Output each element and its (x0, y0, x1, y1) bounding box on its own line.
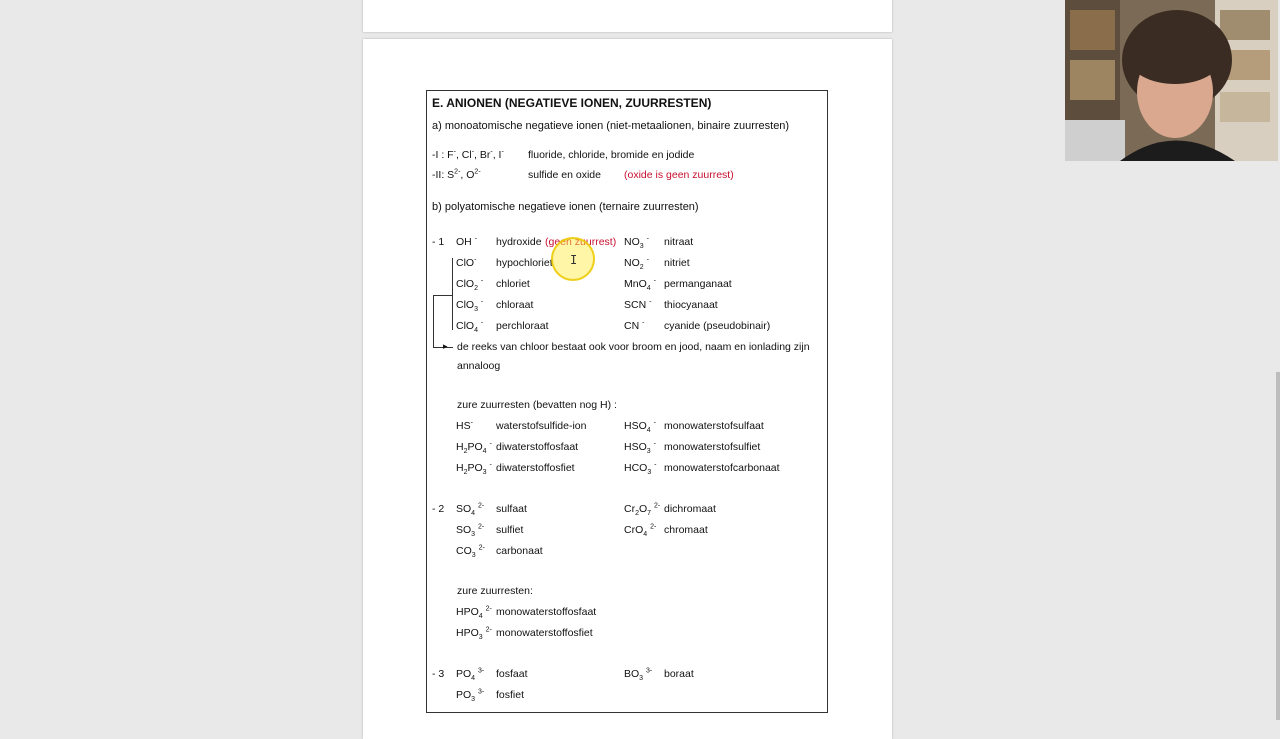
formula-hso4: $HSO_4$ - (624, 419, 656, 435)
formula-clo4: ClO$_4$ - (456, 319, 484, 335)
formula-scn: SCN - (624, 298, 652, 311)
formula-po3: $PO_3$ $^{3-}$ (456, 688, 485, 704)
name-cyanide: cyanide (pseudobinair) (664, 320, 771, 332)
name-nitriet: nitriet (664, 257, 690, 269)
name-thiocyanaat: thiocyanaat (664, 299, 718, 311)
formula-hs: HS- (456, 419, 473, 432)
charge-minus-2-label: - 2 (432, 503, 445, 515)
name-carbonaat: carbonaat (496, 545, 543, 557)
formula-oh: OH - (456, 235, 478, 248)
formula-cn: CN - (624, 319, 645, 332)
charge-minus-one-label: -I : F-, Cl-, Br-, I- (432, 148, 504, 161)
page-title: E. ANIONEN (NEGATIEVE IONEN, ZUURRESTEN) (432, 96, 712, 110)
name-monowaterstofsulfiet: monowaterstofsulfiet (664, 441, 761, 453)
name-sulfiet: sulfiet (496, 524, 524, 536)
formula-h2po4: $H_2PO_4$ - (456, 440, 492, 456)
name-chromaat: chromaat (664, 524, 708, 536)
formula-clo: ClO- (456, 256, 477, 269)
formula-co3: $CO_3$ $^{2-}$ (456, 544, 485, 560)
section-b-heading: b) polyatomische negatieve ionen (ternaire zuurresten) (432, 201, 699, 213)
name-diwaterstoffosfaat: diwaterstoffosfaat (496, 441, 579, 453)
formula-h2po3: $H_2PO_3$ - (456, 461, 492, 477)
formula-no2: $NO_2$ - (624, 256, 649, 272)
text-cursor-icon: I (570, 253, 578, 267)
name-hypochloriet: hypochloriet (496, 257, 553, 269)
section-a-heading: a) monoatomische negatieve ionen (niet-metaalionen, binaire zuurresten) (432, 120, 790, 132)
name-diwaterstoffosfiet: diwaterstoffosfiet (496, 462, 575, 474)
formula-hso3: $HSO_3$ - (624, 440, 656, 456)
name-monowaterstofcarbonaat: monowaterstofcarbonaat (664, 462, 780, 474)
zure-zuurresten-heading-2: zure zuurresten: (457, 585, 533, 597)
name-sulfaat: sulfaat (496, 503, 527, 515)
zure-zuurresten-heading-1: zure zuurresten (bevatten nog H) : (457, 399, 617, 411)
formula-po4: $PO_4$ $^{3-}$ (456, 667, 485, 683)
reeks-note-line2: annaloog (457, 360, 501, 372)
charge-minus-1-label: - 1 (432, 236, 445, 248)
name-nitraat: nitraat (664, 236, 694, 248)
name-hydroxide: hydroxide (496, 236, 542, 248)
formula-hpo4: $HPO_4$ $^{2-}$ (456, 605, 492, 621)
document-page-previous (363, 0, 892, 32)
name-dichromaat: dichromaat (664, 503, 716, 515)
arrow-head-icon: ▸ (443, 341, 448, 351)
name-waterstofsulfide: waterstofsulfide-ion (496, 420, 587, 432)
name-chloraat: chloraat (496, 299, 534, 311)
vertical-scrollbar[interactable] (1276, 372, 1280, 720)
formula-bo3: $BO_3$ $^{3-}$ (624, 667, 653, 683)
name-perchloraat: perchloraat (496, 320, 549, 332)
name-boraat: boraat (664, 668, 694, 680)
halide-names: fluoride, chloride, bromide en jodide (528, 149, 695, 161)
name-monowaterstoffosfiet: monowaterstoffosfiet (496, 627, 593, 639)
formula-clo2: ClO$_2$ - (456, 277, 484, 293)
charge-minus-3-label: - 3 (432, 668, 445, 680)
name-fosfaat: fosfaat (496, 668, 528, 680)
sulfide-oxide-names: sulfide en oxide (528, 169, 601, 181)
formula-so4: $SO_4$ $^{2-}$ (456, 502, 485, 518)
formula-hpo3: $HPO_3$ $^{2-}$ (456, 626, 492, 642)
formula-cr2o7: $Cr_2O_7$ $^{2-}$ (624, 502, 661, 518)
charge-minus-two-label: -II: $S^{2-}$, $O^{2-}$ (432, 168, 481, 181)
oxide-note: (oxide is geen zuurrest) (624, 169, 734, 181)
formula-mno4: MnO$_4$ - (624, 277, 656, 293)
reeks-note-line1: de reeks van chloor bestaat ook voor broom en jood, naam en ionlading zijn (457, 341, 810, 353)
name-permanganaat: permanganaat (664, 278, 732, 290)
name-monowaterstoffosfaat: monowaterstoffosfaat (496, 606, 597, 618)
name-fosfiet: fosfiet (496, 689, 525, 701)
formula-so3: $SO_3$ $^{2-}$ (456, 523, 485, 539)
formula-clo3: ClO$_3$ - (456, 298, 484, 314)
webcam-overlay (1065, 0, 1278, 161)
name-monowaterstofsulfaat: monowaterstofsulfaat (664, 420, 764, 432)
name-chloriet: chloriet (496, 278, 530, 290)
formula-hco3: $HCO_3$ - (624, 461, 657, 477)
presenter-video-icon (1065, 0, 1278, 161)
formula-cro4: CrO$_4$ $^{2-}$ (624, 523, 657, 539)
hydroxide-note: (geen zuurrest) (545, 236, 617, 248)
formula-no3: $NO_3$ - (624, 235, 649, 251)
